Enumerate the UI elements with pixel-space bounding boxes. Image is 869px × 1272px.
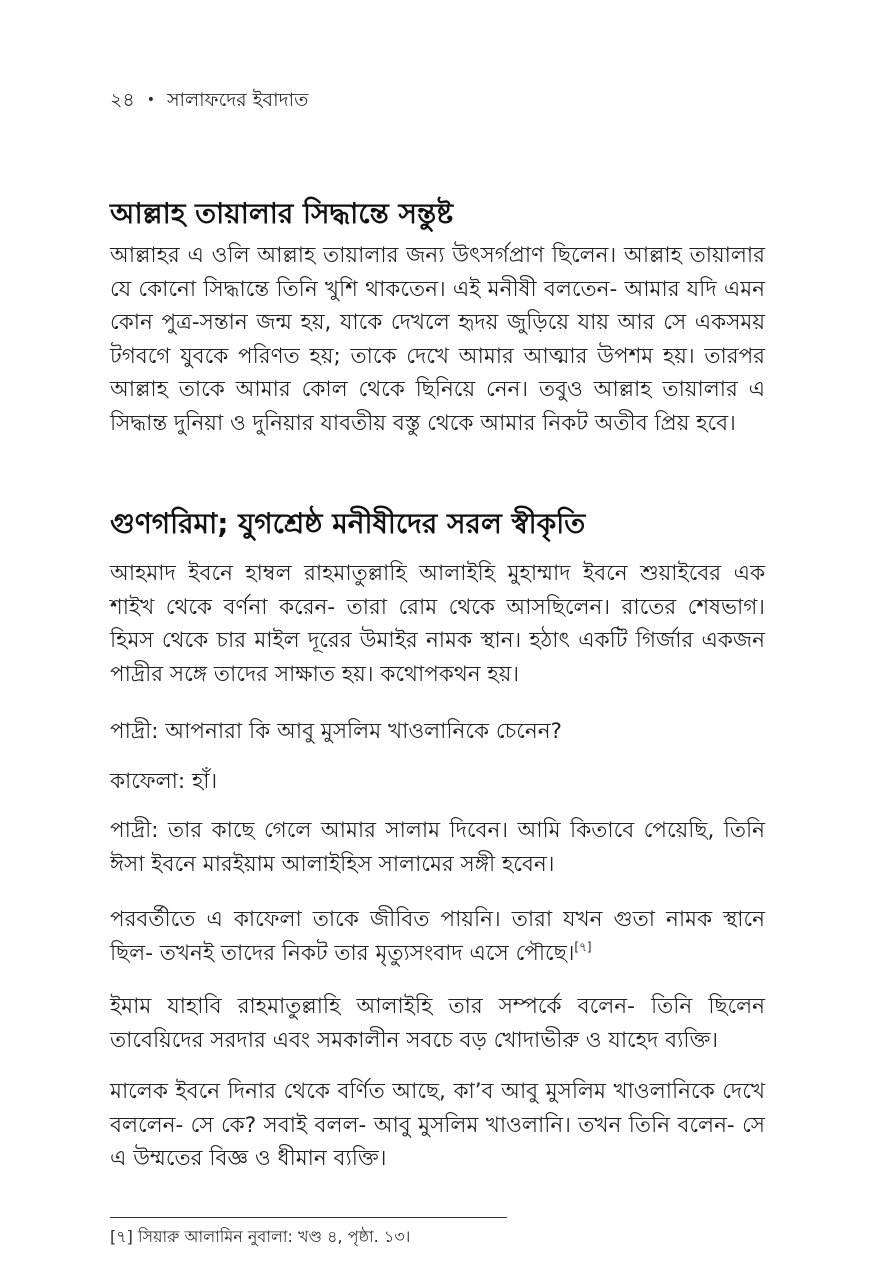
section-2-paragraph-4: পাদ্রী: তার কাছে গেলে আমার সালাম দিবেন। আমি কিতাবে পেয়েছি, তিনি ঈসা ইবনে মারইয়াম আলাইহিস সালামের সঙ্গী হবেন।: [110, 818, 765, 877]
section-2-paragraph-7: মালেক ইবনে দিনার থেকে বর্ণিত আছে, কা’ব আবু মুসলিম খাওলানিকে দেখে বললেন- সে কে? সবাই বলল- আবু মুসলিম খাওলানি। তখন তিনি বলেন- সে এ উম্মতের বিজ্ঞ ও ধীমান ব্যক্তি।: [110, 1079, 765, 1171]
section-heading-2: গুণগরিমা; যুগশ্রেষ্ঠ মনীষীদের সরল স্বীকৃতি: [110, 507, 586, 540]
running-head: [110, 88, 308, 112]
section-2-paragraph-5: [110, 903, 765, 970]
book-title: সালাফদের ইবাদাত: [166, 89, 309, 111]
bullet-separator: •: [146, 92, 155, 108]
footnote: [৭] সিয়ারু আলামিন নুবালা: খণ্ড ৪, পৃষ্ঠা. ১৩।: [110, 1227, 411, 1246]
section-1-paragraph-1: আল্লাহর এ ওলি আল্লাহ তায়ালার জন্য উৎসর্গপ্রাণ ছিলেন। আল্লাহ তায়ালার যে কোনো সিদ্ধান্তে তিনি খুশি থাকতেন। এই মনীষী বলতেন- আমার যদি এমন কোন পুত্র-সন্তান জন্ম হয়, যাকে দেখলে হৃদয় জুড়িয়ে যায় আর সে একসময় টগবগে যুবকে পরিণত হয়; তাকে দেখে আমার আত্মার উপশম হয়। তারপর আল্লাহ তাকে আমার কোল থেকে ছিনিয়ে নেন। তবুও আল্লাহ তায়ালার এ সিদ্ধান্ত দুনিয়া ও দুনিয়ার যাবতীয় বস্তু থেকে আমার নিকট অতীব প্রিয় হবে।: [110, 243, 765, 436]
section-2-paragraph-2: পাদ্রী: আপনারা কি আবু মুসলিম খাওলানিকে চেনেন?: [110, 719, 562, 744]
footnote-reference[interactable]: [৭]: [574, 939, 592, 954]
page-number: ২৪: [110, 89, 135, 111]
section-2-paragraph-3: কাফেলা: হাঁ।: [110, 769, 218, 794]
section-2-paragraph-6: ইমাম যাহাবি রাহমাতুল্লাহি আলাইহি তার সম্পর্কে বলেন- তিনি ছিলেন তাবেয়িদের সরদার এবং সমকালীন সবচে বড় খোদাভীরু ও যাহেদ ব্যক্তি।: [110, 994, 765, 1053]
section-2-paragraph-1: আহমাদ ইবনে হাম্বল রাহমাতুল্লাহি আলাইহি মুহাম্মাদ ইবনে শুয়াইবের এক শাইখ থেকে বর্ণনা করেন- তারা রোম থেকে আসছিলেন। রাতের শেষভাগ। হিমস থেকে চার মাইল দূরের উমাইর নামক স্থান। হঠাৎ একটি গির্জার একজন পাদ্রীর সঙ্গে তাদের সাক্ষাত হয়। কথোপকথন হয়।: [110, 561, 765, 687]
footnote-divider: [110, 1217, 507, 1218]
paragraph-text: পরবর্তীতে এ কাফেলা তাকে জীবিত পায়নি। তারা যখন গুতা নামক স্থানে ছিল- তখনই তাদের নিকট তার মৃত্যুসংবাদ এসে পৌছে।: [110, 907, 765, 966]
section-heading-1: আল্লাহ তায়ালার সিদ্ধান্তে সন্তুষ্ট: [110, 197, 454, 230]
